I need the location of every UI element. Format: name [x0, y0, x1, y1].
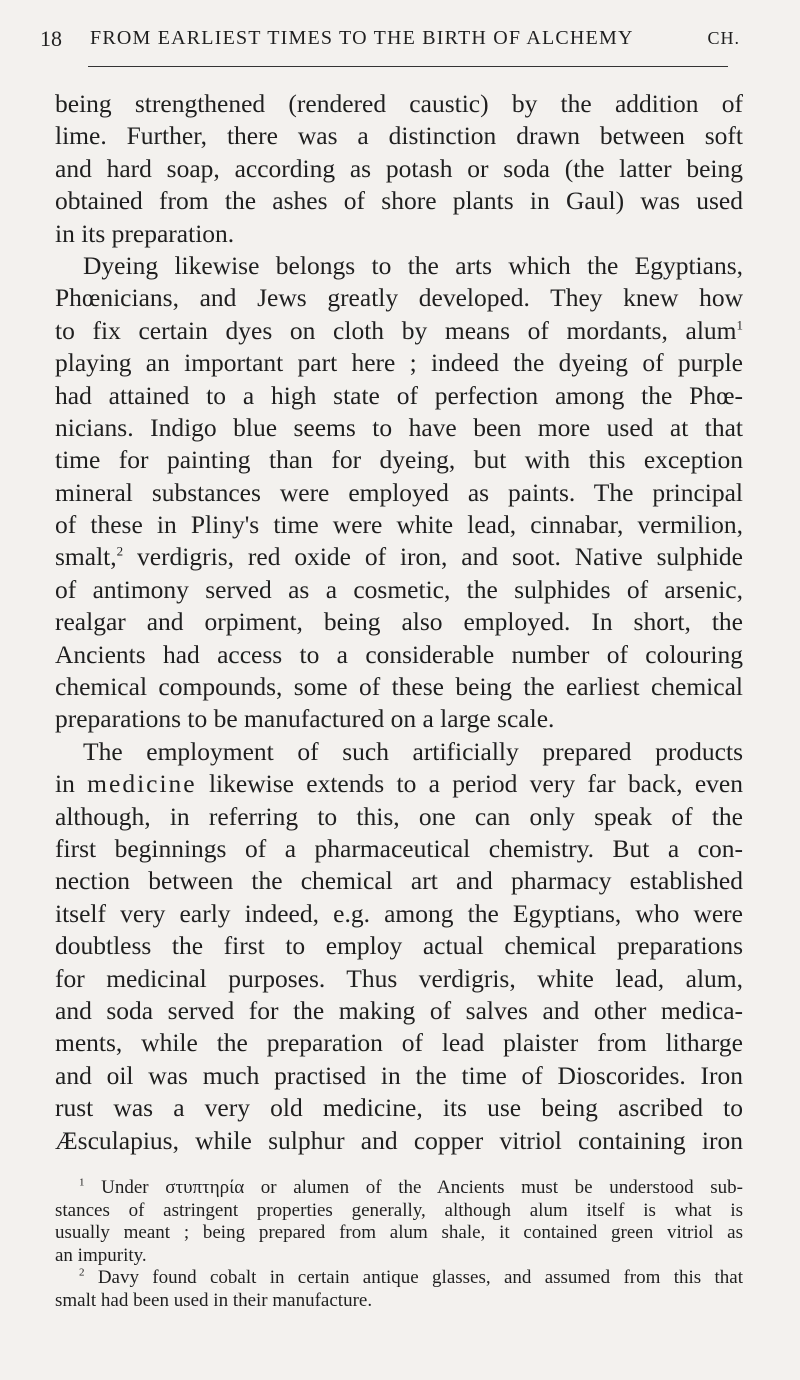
body-line: [55, 380, 743, 412]
line-text: an impurity.: [55, 1244, 147, 1266]
line-text: although, in referring to this, one can only speak of the: [55, 801, 743, 831]
body-line: [55, 347, 743, 379]
body-line: [55, 963, 743, 995]
line-text: smalt,: [55, 542, 117, 572]
line-text: Dyeing likewise belongs to the arts which the Egyptians,: [83, 250, 743, 280]
line-text: of antimony served as a cosmetic, the sulphides of arsenic,: [55, 574, 743, 604]
page-number: 18: [40, 26, 62, 51]
line-text: time for painting than for dyeing, but with this exception: [55, 445, 743, 475]
line-text: realgar and orpiment, being also employed. In short, the: [55, 607, 743, 637]
body-line: [55, 1125, 743, 1157]
header-rule: [88, 66, 728, 67]
body-line: [55, 865, 743, 897]
body-line: [55, 736, 743, 768]
line-text: nection between the chemical art and pharmacy established: [55, 866, 743, 896]
line-text: mineral substances were employed as paints. The principal: [55, 477, 743, 507]
body-text: [55, 88, 743, 1157]
footnote-line: [55, 1200, 743, 1223]
body-line: [55, 88, 743, 120]
line-text: of these in Pliny's time were white lead, cinnabar, vermilion,: [55, 510, 743, 540]
running-header: [40, 20, 740, 58]
line-text: obtained from the ashes of shore plants in Gaul) was used: [55, 186, 743, 216]
body-line: [55, 477, 743, 509]
body-line: [55, 898, 743, 930]
body-line: [55, 930, 743, 962]
line-text: rust was a very old medicine, its use being ascribed to: [55, 1093, 743, 1123]
line-text: ments, while the preparation of lead plaister from litharge: [55, 1028, 743, 1058]
line-text: for medicinal purposes. Thus verdigris, white lead, alum,: [55, 963, 743, 993]
body-line: [55, 606, 743, 638]
body-line: [55, 671, 743, 703]
body-line: [55, 541, 743, 573]
line-text: had attained to a high state of perfection among the Phœ-: [55, 380, 743, 410]
line-text: Æsculapius, while sulphur and copper vitriol containing iron: [55, 1125, 743, 1155]
line-text: to fix certain dyes on cloth by means of mordants, alum: [55, 315, 737, 345]
line-text-after: verdigris, red oxide of iron, and soot. Native sulphide: [123, 542, 743, 572]
body-line: [55, 412, 743, 444]
line-text: stances of astringent properties generally, although alum itself is what is: [55, 1199, 743, 1221]
line-text: and soda served for the making of salves and other medica-: [55, 995, 743, 1025]
line-text: Davy found cobalt in certain antique glasses, and assumed from this that: [97, 1267, 743, 1288]
running-title: FROM EARLIEST TIMES TO THE BIRTH OF ALCHEMY: [90, 27, 634, 49]
line-text: and oil was much practised in the time of Dioscorides. Iron: [55, 1060, 743, 1090]
line-text: in its preparation.: [55, 218, 235, 248]
line-text: preparations to be manufactured on a large scale.: [55, 704, 555, 734]
footnote-line: [55, 1245, 743, 1268]
body-line: [55, 1092, 743, 1124]
line-text: smalt had been used in their manufacture.: [55, 1289, 373, 1311]
line-text: playing an important part here ; indeed the dyeing of purple: [55, 348, 743, 378]
line-text: nicians. Indigo blue seems to have been more used at that: [55, 412, 743, 442]
body-line: [55, 153, 743, 185]
line-text: in: [55, 769, 88, 799]
body-line: [55, 120, 743, 152]
body-line: [55, 1027, 743, 1059]
body-line: [55, 282, 743, 314]
footnote-line: [55, 1267, 743, 1290]
footnote-reference: 2: [116, 543, 124, 559]
footnotes: [55, 1177, 743, 1312]
line-text: itself very early indeed, e.g. among the Egyptians, who were: [55, 898, 743, 928]
body-line: [55, 768, 743, 800]
body-line: [55, 574, 743, 606]
body-line: [55, 639, 743, 671]
body-line: [55, 703, 743, 735]
body-line: [55, 185, 743, 217]
line-text: Phœnicians, and Jews greatly developed. They knew how: [55, 283, 743, 313]
footnote-line: [55, 1222, 743, 1245]
body-line: [55, 250, 743, 282]
body-line: [55, 509, 743, 541]
chapter-abbrev: CH.: [707, 28, 740, 48]
line-text: usually meant ; being prepared from alum shale, it contained green vitriol as: [55, 1222, 743, 1243]
body-line: [55, 995, 743, 1027]
body-line: [55, 833, 743, 865]
body-line: [55, 1060, 743, 1092]
line-text: lime. Further, there was a distinction drawn between soft: [55, 121, 743, 151]
line-text: Under στυπτηρία or alumen of the Ancients must be understood sub-: [101, 1177, 743, 1198]
footnote-reference: 1: [736, 317, 743, 333]
body-line: [55, 315, 743, 347]
footnote-marker: 1: [79, 1176, 85, 1189]
line-text-after: likewise extends to a period very far back, even: [196, 769, 743, 799]
line-text: doubtless the first to employ actual chemical preparations: [55, 931, 743, 961]
body-line: [55, 218, 743, 250]
body-line: [55, 801, 743, 833]
line-text: and hard soap, according as potash or soda (the latter being: [55, 153, 743, 183]
line-text: Ancients had access to a considerable number of colouring: [55, 639, 743, 669]
spaced-word: medicine: [87, 769, 197, 799]
footnote-marker: 2: [79, 1266, 85, 1279]
line-text: The employment of such artificially prepared products: [83, 736, 743, 766]
line-text: being strengthened (rendered caustic) by the addition of: [55, 89, 743, 118]
footnote-line: [55, 1177, 743, 1200]
body-line: [55, 444, 743, 476]
line-text: chemical compounds, some of these being the earliest chemical: [55, 672, 743, 702]
line-text: first beginnings of a pharmaceutical chemistry. But a con-: [55, 833, 743, 863]
footnote-line: [55, 1290, 743, 1313]
